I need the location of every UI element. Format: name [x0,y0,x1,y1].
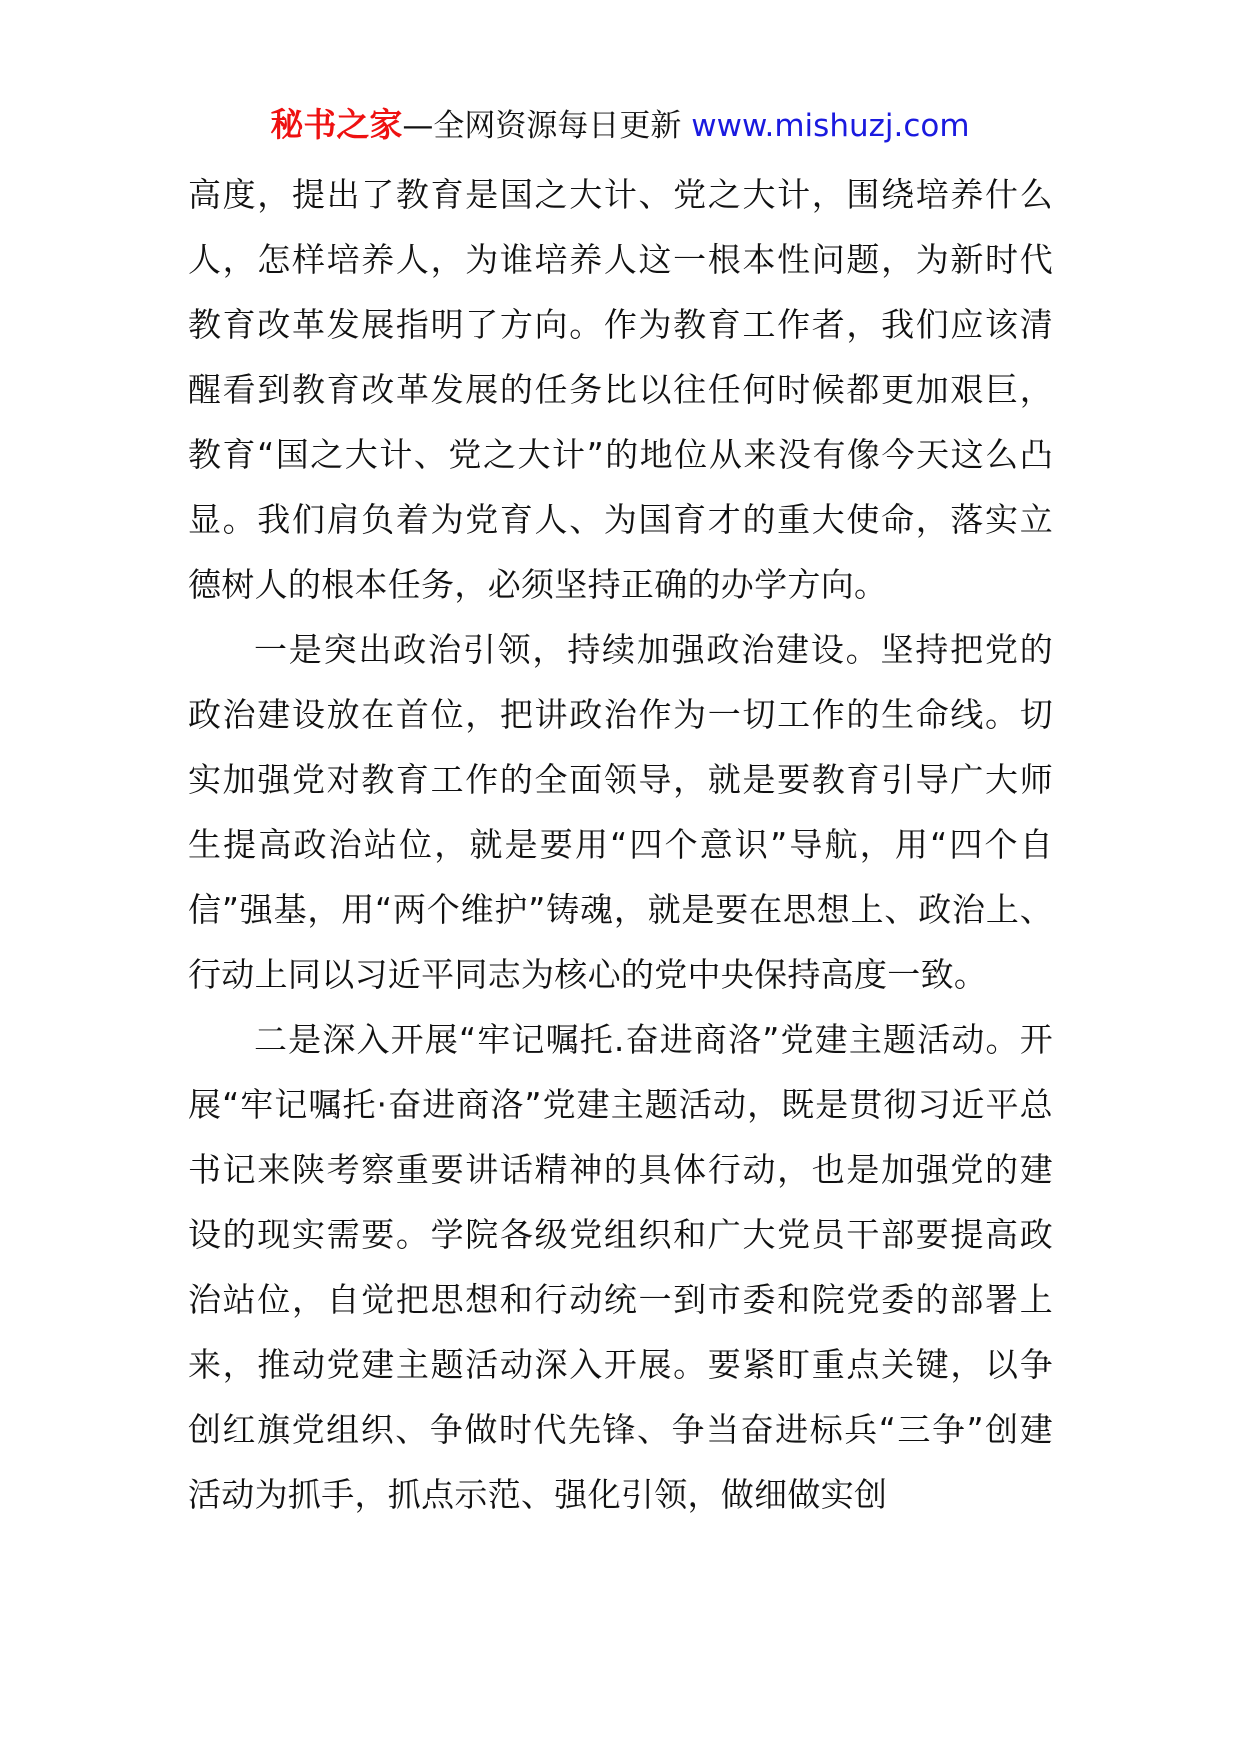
page-header [0,104,1240,147]
paragraph-theme-activity: 二是深入开展“牢记嘱托.奋进商洛”党建主题活动。开展“牢记嘱托·奋进商洛”党建主题活动，既是贯彻习近平总书记来陕考察重要讲话精神的具体行动，也是加强党的建设的现实需要。学院各级党组织和广大党员干部要提高政治站位，自觉把思想和行动统一到市委和院党委的部署上来，推动党建主题活动深入开展。要紧盯重点关键，以争创红旗党组织、争做时代先锋、争当奋进标兵“三争”创建活动为抓手，抓点示范、强化引领，做细做实创 [188,1020,1053,1514]
paragraph-political-guidance: 一是突出政治引领，持续加强政治建设。坚持把党的政治建设放在首位，把讲政治作为一切工作的生命线。切实加强党对教育工作的全面领导，就是要教育引导广大师生提高政治站位，就是要用“四个意识”导航，用“四个自信”强基，用“两个维护”铸魂，就是要在思想上、政治上、行动上同以习近平同志为核心的党中央保持高度一致。 [188,630,1053,994]
paragraph-continued: 高度，提出了教育是国之大计、党之大计，围绕培养什么人，怎样培养人，为谁培养人这一根本性问题，为新时代教育改革发展指明了方向。作为教育工作者，我们应该清醒看到教育改革发展的任务比以往任何时候都更加艰巨，教育“国之大计、党之大计”的地位从来没有像今天这么凸显。我们肩负着为党育人、为国育才的重大使命，落实立德树人的根本任务，必须坚持正确的办学方向。 [188,175,1053,604]
site-tagline: —全网资源每日更新 [402,108,682,144]
site-url[interactable]: www.mishuzj.com [691,108,970,144]
site-brand: 秘书之家 [270,105,403,144]
article-body [188,162,1053,1527]
